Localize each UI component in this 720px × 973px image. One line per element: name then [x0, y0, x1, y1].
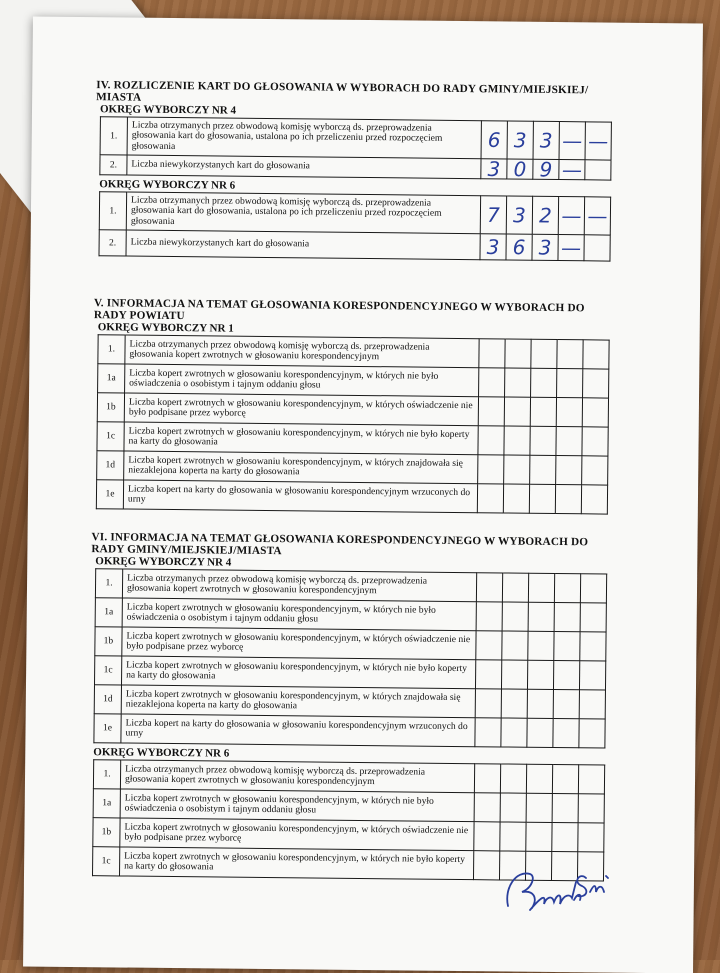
empty-digit-box[interactable] — [528, 631, 554, 660]
table-row — [100, 117, 611, 160]
empty-digit-box[interactable] — [581, 485, 607, 514]
okreg-label: OKRĘG WYBORCZY NR 4 — [100, 103, 616, 120]
row-description: Liczba kopert zwrotnych w głosowaniu korespondencyjnym, w których znajdowała się niezaklejona koperta na karty do głosowania — [124, 451, 478, 484]
handwritten-digit: 6 — [507, 237, 532, 257]
okreg-label: OKRĘG WYBORCZY NR 4 — [95, 555, 611, 572]
digit-box — [480, 196, 506, 234]
empty-digit-box[interactable] — [557, 369, 583, 398]
handwritten-digit: 2 — [533, 205, 558, 225]
row-description: Liczba niewykorzystanych kart do głosowania — [127, 155, 481, 179]
handwritten-dash: — — [585, 205, 610, 225]
table-v-okreg1 — [96, 334, 610, 514]
row-number: 1d — [94, 685, 121, 714]
digit-box — [506, 196, 532, 234]
row-description: Liczba niewykorzystanych kart do głosowania — [126, 230, 480, 260]
empty-digit-box[interactable] — [476, 573, 502, 602]
empty-digit-box[interactable] — [478, 426, 504, 455]
section-vi — [88, 531, 612, 881]
empty-digit-box[interactable] — [582, 427, 608, 456]
table-iv-okreg4 — [99, 116, 612, 180]
empty-digit-box[interactable] — [476, 631, 502, 660]
empty-digit-box[interactable] — [501, 718, 527, 747]
row-description: Liczba kopert na karty do głosowania w głosowaniu korespondencyjnym wrzuconych do urny — [123, 480, 477, 513]
empty-digit-box[interactable] — [582, 398, 608, 427]
row-number: 1a — [95, 598, 122, 627]
table-row — [99, 230, 610, 261]
digit-box — [585, 160, 611, 180]
handwritten-dash: — — [586, 130, 611, 150]
empty-digit-box[interactable] — [476, 602, 502, 631]
row-number: 1c — [97, 422, 124, 451]
empty-digit-box[interactable] — [579, 719, 605, 748]
empty-digit-box[interactable] — [528, 602, 554, 631]
empty-digit-box[interactable] — [505, 339, 531, 368]
empty-digit-box[interactable] — [475, 718, 501, 747]
handwritten-signature-icon — [486, 848, 626, 928]
okreg-label: OKRĘG WYBORCZY NR 6 — [99, 178, 615, 195]
handwritten-dash: — — [559, 205, 584, 225]
row-description: Liczba kopert zwrotnych w głosowaniu korespondencyjnym, w których nie było koperty na karty do głosowania — [119, 847, 473, 880]
empty-digit-box[interactable] — [527, 660, 553, 689]
row-number: 1. — [98, 335, 125, 364]
empty-digit-box[interactable] — [579, 661, 605, 690]
handwritten-digit: 3 — [507, 205, 532, 225]
empty-digit-box[interactable] — [502, 602, 528, 631]
empty-digit-box[interactable] — [501, 660, 527, 689]
okreg-label: OKRĘG WYBORCZY NR 6 — [93, 746, 609, 763]
empty-digit-box[interactable] — [474, 764, 500, 793]
empty-digit-box[interactable] — [578, 765, 604, 794]
section-vi-title: VI. INFORMACJA NA TEMAT GŁOSOWANIA KORESPONDENCYJNEGO W WYBORACH DO RADY GMINY/MIEJSKIEJ/MIASTA — [91, 531, 611, 560]
empty-digit-box[interactable] — [556, 398, 582, 427]
row-number: 1a — [93, 789, 120, 818]
empty-digit-box[interactable] — [554, 632, 580, 661]
empty-digit-box[interactable] — [556, 456, 582, 485]
empty-digit-box[interactable] — [478, 397, 504, 426]
empty-digit-box[interactable] — [474, 822, 500, 851]
empty-digit-box[interactable] — [553, 690, 579, 719]
row-description: Liczba kopert zwrotnych w głosowaniu korespondencyjnym, w których oświadczenie nie było podpisane przez wyborcę — [124, 393, 478, 426]
row-number: 1. — [93, 760, 120, 789]
row-number: 1a — [98, 364, 125, 393]
empty-digit-box[interactable] — [583, 340, 609, 369]
empty-digit-box[interactable] — [527, 718, 553, 747]
digit-box — [506, 234, 532, 260]
row-number: 1c — [92, 847, 119, 876]
empty-digit-box[interactable] — [531, 339, 557, 368]
empty-digit-box[interactable] — [527, 689, 553, 718]
empty-digit-box[interactable] — [504, 455, 530, 484]
digit-box — [559, 122, 585, 160]
handwritten-dash: — — [560, 130, 585, 150]
row-number: 2. — [100, 155, 127, 175]
empty-digit-box[interactable] — [553, 719, 579, 748]
handwritten-dash: — — [559, 237, 584, 257]
empty-digit-box[interactable] — [503, 484, 529, 513]
handwritten-digit: 3 — [534, 130, 559, 150]
empty-digit-box[interactable] — [505, 368, 531, 397]
row-description: Liczba otrzymanych przez obwodową komisję wyborczą ds. przeprowadzenia głosowania kopert zwrotnych w głosowaniu korespondencyjnym — [120, 760, 474, 793]
handwritten-digit: 3 — [533, 237, 558, 257]
empty-digit-box[interactable] — [552, 793, 578, 822]
empty-digit-box[interactable] — [579, 690, 605, 719]
row-description: Liczba otrzymanych przez obwodową komisję wyborczą ds. przeprowadzenia głosowania kopert zwrotnych w głosowaniu korespondencyjnym — [122, 569, 476, 602]
form-content — [96, 79, 616, 84]
empty-digit-box[interactable] — [500, 822, 526, 851]
empty-digit-box[interactable] — [501, 689, 527, 718]
digit-box — [559, 160, 585, 180]
empty-digit-box[interactable] — [474, 793, 500, 822]
empty-digit-box[interactable] — [580, 574, 606, 603]
row-description: Liczba otrzymanych przez obwodową komisję wyborczą ds. przeprowadzenia głosowania kart do głosowania, ustalona po ich przeliczeniu przed rozpoczęciem głosowania — [127, 117, 481, 159]
empty-digit-box[interactable] — [530, 426, 556, 455]
digit-box — [558, 197, 584, 235]
row-description: Liczba kopert zwrotnych w głosowaniu korespondencyjnym, w których nie było oświadczenia o osobistym i tajnym oddaniu głosu — [125, 364, 479, 397]
empty-digit-box[interactable] — [504, 397, 530, 426]
handwritten-digit: 3 — [481, 236, 506, 256]
handwritten-digit: 9 — [533, 159, 558, 179]
empty-digit-box[interactable] — [479, 368, 505, 397]
section-iv — [94, 79, 616, 261]
empty-digit-box[interactable] — [475, 660, 501, 689]
digit-box — [584, 235, 610, 261]
empty-digit-box[interactable] — [502, 573, 528, 602]
table-vi-okreg4 — [93, 568, 607, 748]
empty-digit-box[interactable] — [552, 765, 578, 794]
handwritten-digit: 6 — [482, 129, 507, 149]
digit-box — [533, 159, 559, 179]
section-v-title: V. INFORMACJA NA TEMAT GŁOSOWANIA KORESPONDENCYJNEGO W WYBORACH DO RADY POWIATU — [94, 297, 614, 326]
row-description: Liczba otrzymanych przez obwodową komisję wyborczą ds. przeprowadzenia głosowania kopert zwrotnych w głosowaniu korespondencyjnym — [125, 335, 479, 368]
empty-digit-box[interactable] — [578, 794, 604, 823]
empty-digit-box[interactable] — [526, 793, 552, 822]
row-number: 1. — [99, 192, 126, 230]
form-page — [23, 17, 703, 973]
digit-box — [532, 196, 558, 234]
empty-digit-box[interactable] — [557, 340, 583, 369]
table-iv-okreg6 — [98, 191, 611, 261]
row-number: 1. — [95, 569, 122, 598]
empty-digit-box[interactable] — [477, 484, 503, 513]
row-description: Liczba kopert zwrotnych w głosowaniu korespondencyjnym, w których oświadczenie nie było podpisane przez wyborcę — [122, 627, 476, 660]
row-description: Liczba otrzymanych przez obwodową komisję wyborczą ds. przeprowadzenia głosowania kart do głosowania, ustalona po ich przeliczeniu przed rozpoczęciem głosowania — [126, 192, 480, 234]
empty-digit-box[interactable] — [526, 764, 552, 793]
digit-box — [585, 122, 611, 160]
row-number: 1c — [94, 656, 121, 685]
empty-digit-box[interactable] — [583, 369, 609, 398]
empty-digit-box[interactable] — [553, 661, 579, 690]
row-number: 1e — [94, 714, 121, 743]
section-iv-title: IV. ROZLICZENIE KART DO GŁOSOWANIA W WYBORACH DO RADY GMINY/MIEJSKIEJ/ MIASTA — [96, 79, 616, 108]
handwritten-digit: 3 — [508, 130, 533, 150]
table-row — [96, 480, 607, 514]
empty-digit-box[interactable] — [554, 574, 580, 603]
row-description: Liczba kopert zwrotnych w głosowaniu korespondencyjnym, w których nie było koperty na karty do głosowania — [121, 656, 475, 689]
section-v — [92, 297, 614, 514]
empty-digit-box[interactable] — [528, 573, 554, 602]
empty-digit-box[interactable] — [582, 456, 608, 485]
empty-digit-box[interactable] — [530, 397, 556, 426]
row-description: Liczba kopert zwrotnych w głosowaniu korespondencyjnym, w których nie było oświadczenia o osobistym i tajnym oddaniu głosu — [122, 598, 476, 631]
row-number: 2. — [99, 230, 126, 256]
empty-digit-box[interactable] — [529, 484, 555, 513]
empty-digit-box[interactable] — [531, 368, 557, 397]
table-row — [100, 155, 611, 180]
empty-digit-box[interactable] — [554, 603, 580, 632]
empty-digit-box[interactable] — [479, 339, 505, 368]
empty-digit-box[interactable] — [530, 455, 556, 484]
handwritten-digit: 7 — [481, 204, 506, 224]
empty-digit-box[interactable] — [478, 455, 504, 484]
empty-digit-box[interactable] — [504, 426, 530, 455]
digit-box — [533, 121, 559, 159]
handwritten-digit: 0 — [507, 159, 532, 179]
empty-digit-box[interactable] — [580, 603, 606, 632]
row-description: Liczba kopert zwrotnych w głosowaniu korespondencyjnym, w których nie było koperty na karty do głosowania — [124, 422, 478, 455]
digit-box — [558, 235, 584, 261]
row-number: 1. — [100, 117, 127, 155]
table-row — [99, 192, 610, 235]
digit-box — [480, 234, 506, 260]
row-number: 1b — [93, 818, 120, 847]
row-description: Liczba kopert zwrotnych w głosowaniu korespondencyjnym, w których nie było oświadczenia o osobistym i tajnym oddaniu głosu — [120, 789, 474, 822]
empty-digit-box[interactable] — [475, 689, 501, 718]
empty-digit-box[interactable] — [580, 632, 606, 661]
handwritten-digit: 3 — [481, 158, 506, 178]
row-description: Liczba kopert zwrotnych w głosowaniu korespondencyjnym, w których oświadczenie nie było podpisane przez wyborcę — [120, 818, 474, 851]
row-number: 1e — [96, 480, 123, 509]
row-description: Liczba kopert zwrotnych w głosowaniu korespondencyjnym, w których znajdowała się niezaklejona koperta na karty do głosowania — [121, 685, 475, 718]
digit-box — [481, 159, 507, 179]
handwritten-dash: — — [559, 159, 584, 179]
empty-digit-box[interactable] — [500, 793, 526, 822]
row-number: 1b — [97, 393, 124, 422]
digit-box — [532, 234, 558, 260]
table-row — [94, 714, 605, 748]
empty-digit-box[interactable] — [502, 631, 528, 660]
okreg-label: OKRĘG WYBORCZY NR 1 — [98, 321, 614, 338]
empty-digit-box[interactable] — [555, 485, 581, 514]
digit-box — [584, 197, 610, 235]
row-number: 1d — [97, 451, 124, 480]
row-number: 1b — [95, 627, 122, 656]
digit-box — [507, 159, 533, 179]
digit-box — [481, 121, 507, 159]
digit-box — [507, 121, 533, 159]
empty-digit-box[interactable] — [556, 427, 582, 456]
row-description: Liczba kopert na karty do głosowania w głosowaniu korespondencyjnym wrzuconych do urny — [121, 714, 475, 747]
empty-digit-box[interactable] — [500, 764, 526, 793]
